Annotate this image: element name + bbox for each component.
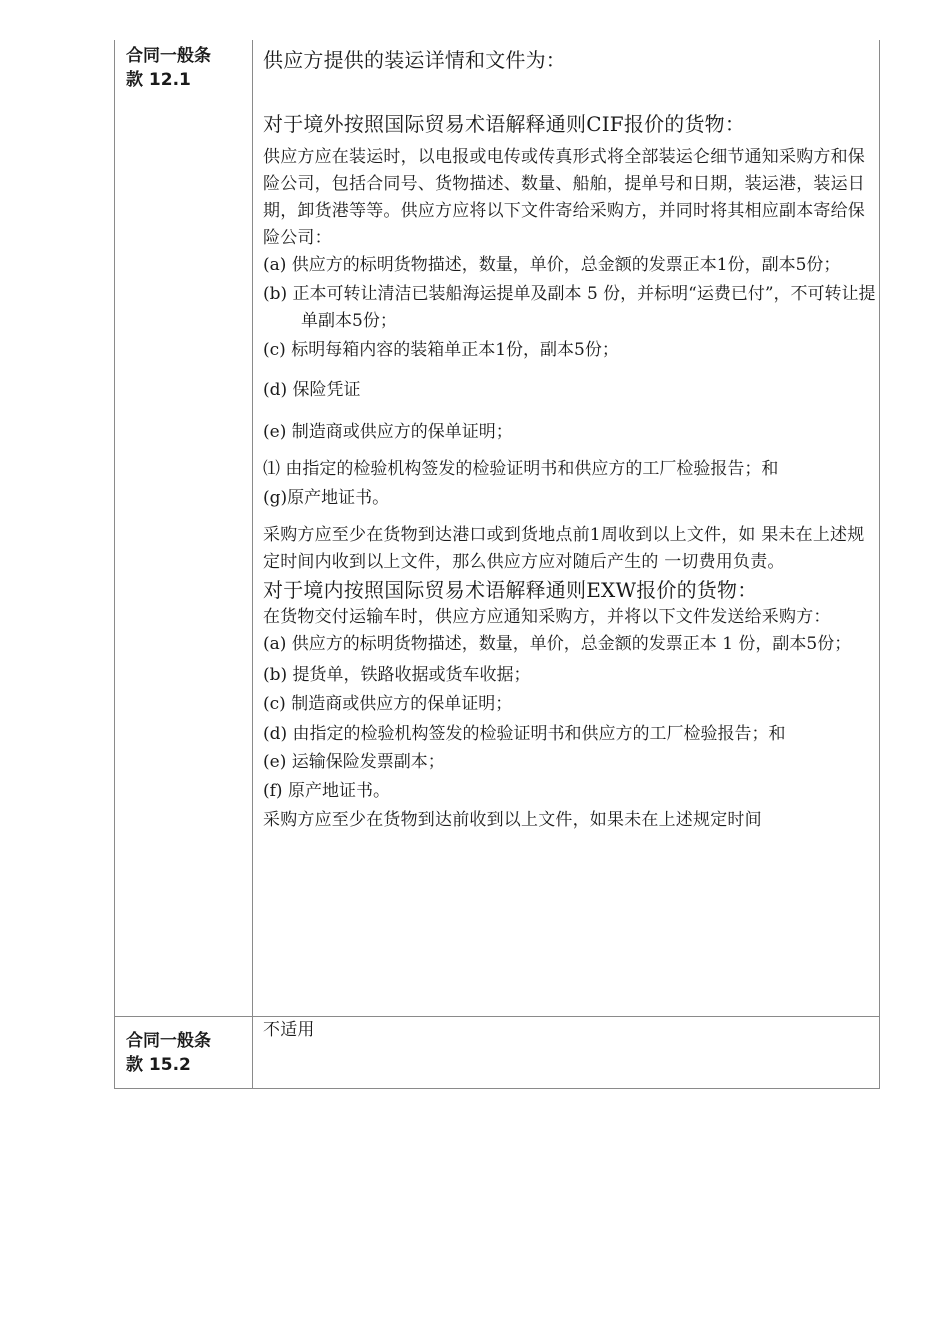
clause-label-line1: 合同一般条 xyxy=(126,46,211,66)
table-row xyxy=(114,1017,880,1089)
cif-item-f: ⑴ 由指定的检验机构签发的检验证明书和供应方的工厂检验报告；和 xyxy=(263,459,779,479)
cif-heading: 对于境外按照国际贸易术语解释通则CIF报价的货物： xyxy=(263,112,746,136)
clause-label xyxy=(115,1017,253,1088)
cif-closing: 采购方应至少在货物到达港口或到货地点前1周收到以上文件，如 果未在上述规定时间内收到以上文件，那么供应方应对随后产生的 一切费用负责。 xyxy=(263,525,865,572)
cif-item-d: (d) 保险凭证 xyxy=(263,380,361,400)
exw-closing: 采购方应至少在货物到达前收到以上文件，如果未在上述规定时间 xyxy=(263,810,762,830)
exw-paragraph: 在货物交付运输车时，供应方应通知采购方，并将以下文件发送给釆购方： xyxy=(263,607,831,627)
cif-item-b: (b) 正本可转让清洁已装船海运提单及副本 5 份，并标明“运费已付”，不可转让提单副本5份； xyxy=(263,284,876,331)
clause-label-line2: 款 12.1 xyxy=(126,70,191,90)
intro-text: 供应方提供的装运详情和文件为： xyxy=(263,48,566,72)
table-row xyxy=(114,40,880,1017)
exw-heading: 对于境内按照国际贸易术语解释通则EXW报价的货物： xyxy=(263,578,758,602)
exw-item-c: (c) 制造商或供应方的保单证明； xyxy=(263,694,513,714)
exw-item-d: (d) 由指定的检验机构签发的检验证明书和供应方的工厂检验报告；和 xyxy=(263,724,786,744)
clause-table xyxy=(114,40,880,1089)
clause-label-line2: 款 15.2 xyxy=(126,1055,191,1075)
cif-item-a: (a) 供应方的标明货物描述，数量，单价，总金额的发票正本1份，副本5份； xyxy=(263,255,841,275)
clause-label-line1: 合同一般条 xyxy=(126,1031,211,1051)
exw-item-f: (f) 原产地证书。 xyxy=(263,781,390,801)
clause-content xyxy=(253,40,879,1016)
exw-item-b: (b) 提货单，铁路收据或货车收据； xyxy=(263,665,531,685)
cif-paragraph: 供应方应在装运时，以电报或电传或传真形式将全部装运仑细节通知采购方和保险公司，包括合同号、货物描述、数量、船舶，提单号和日期，装运港，装运日期，卸货港等等。供应方应将以下文件寄给采购方，并同时将其相应副本寄给保险公司： xyxy=(263,147,865,248)
clause-label xyxy=(115,40,253,1016)
not-applicable-text: 不适用 xyxy=(263,1020,315,1040)
exw-item-a: (a) 供应方的标明货物描述，数量，单价，总金额的发票正本 1 份，副本5份； xyxy=(263,634,852,654)
clause-content xyxy=(253,1017,879,1088)
cif-item-e: (e) 制造商或供应方的保单证明； xyxy=(263,422,513,442)
exw-item-e: (e) 运输保险发票副本； xyxy=(263,752,445,772)
cif-item-g: (g)原产地证书。 xyxy=(263,488,390,508)
cif-item-c: (c) 标明每箱内容的装箱单正本1份，副本5份； xyxy=(263,340,619,360)
